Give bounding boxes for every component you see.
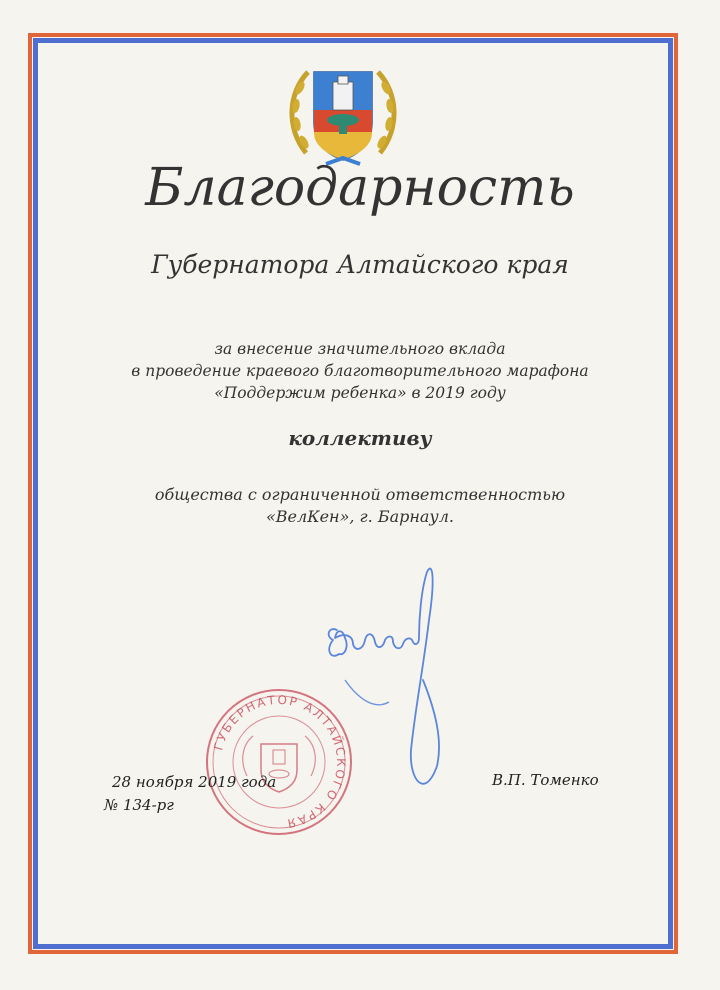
reason-line: «Поддержим ребенка» в 2019 году	[214, 384, 506, 402]
signer-name: В.П. Томенко	[492, 771, 599, 789]
decree-number: № 134-рг	[104, 796, 174, 814]
reason-line: за внесение значительного вклада	[214, 340, 506, 358]
issuer-subtitle: Губернатора Алтайского края	[151, 250, 569, 279]
issue-date: 28 ноября 2019 года	[112, 773, 277, 791]
organization-line: общества с ограниченной ответственностью	[154, 485, 566, 504]
handwritten-signature	[315, 560, 445, 810]
award-reason	[0, 338, 720, 404]
document-title: Благодарность	[145, 158, 575, 218]
coat-of-arms-icon	[286, 58, 400, 170]
organization-line: «ВелКен», г. Барнаул.	[266, 507, 454, 526]
seal-text: ГУБЕРНАТОР АЛТАЙСКОГО КРАЯ	[211, 692, 349, 831]
organization-name	[0, 484, 720, 528]
reason-line: в проведение краевого благотворительного марафона	[131, 362, 589, 380]
recipient-heading: коллективу	[288, 426, 432, 450]
